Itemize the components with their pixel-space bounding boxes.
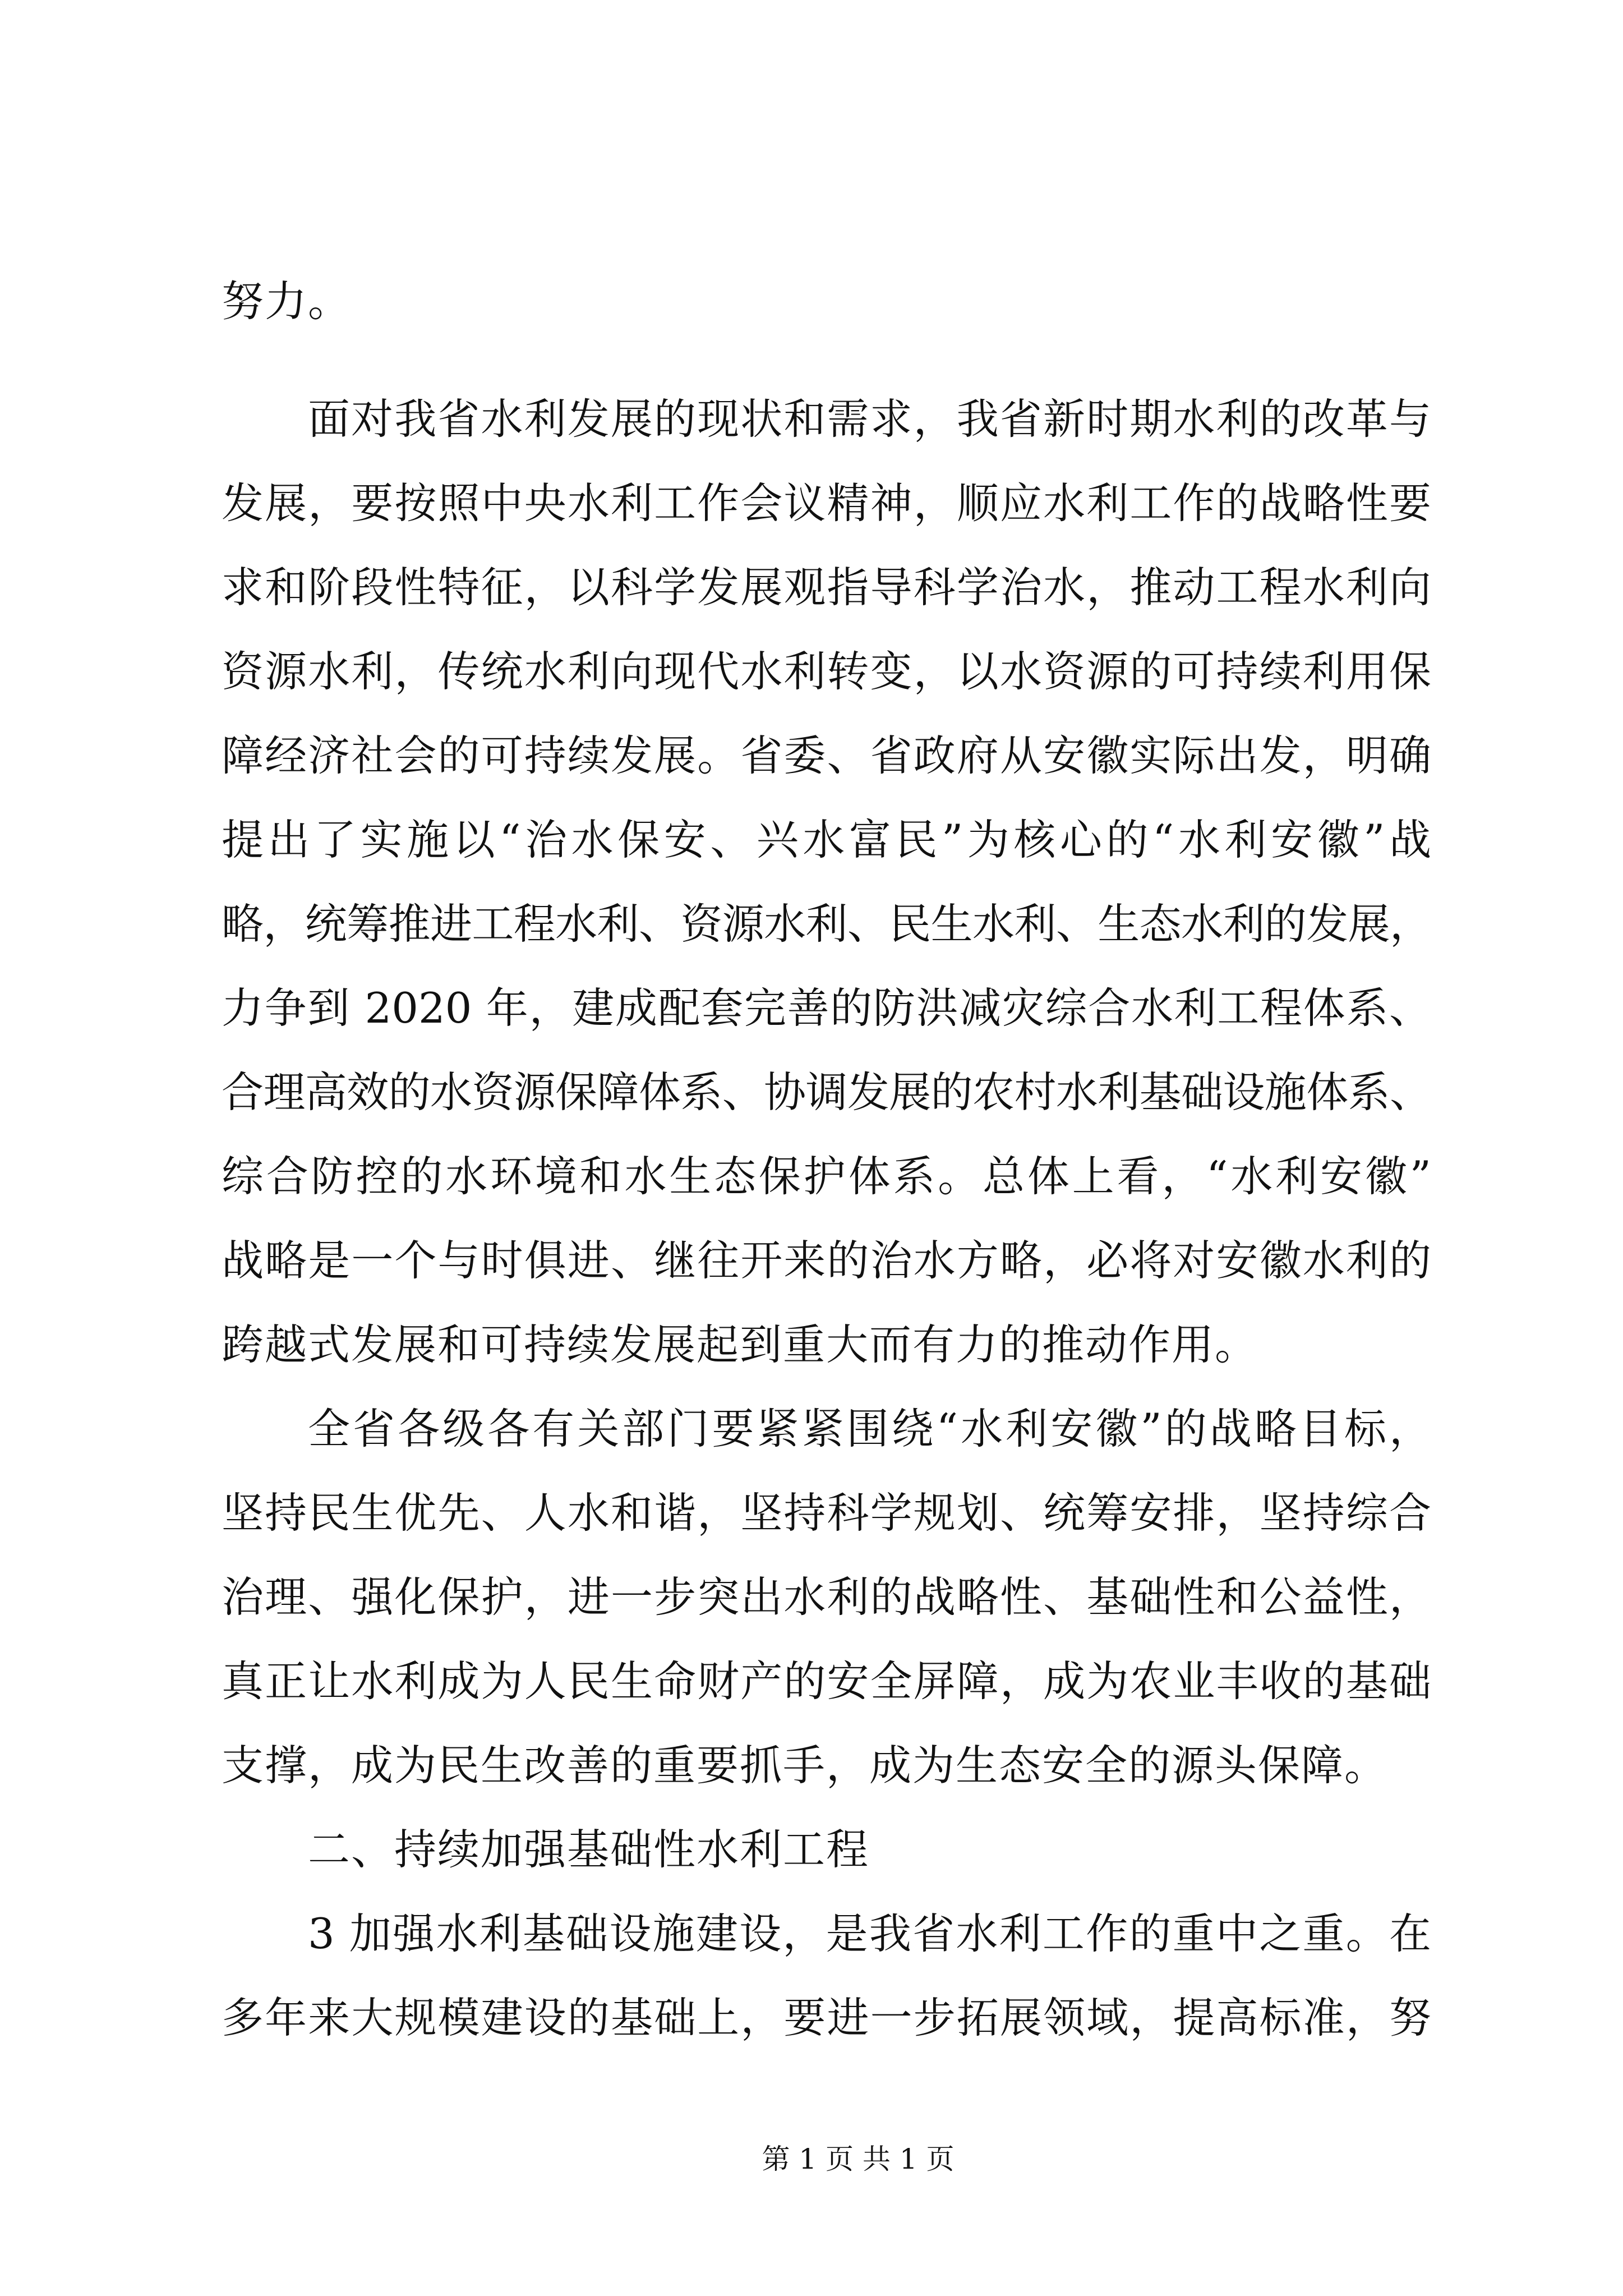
paragraph-line: 全省各级各有关部门要紧紧围绕“水利安徽”的战略目标， [308, 1404, 1431, 1453]
paragraph-line: 跨越式发展和可持续发展起到重大而有力的推动作用。 [222, 1320, 1258, 1369]
paragraph-line: 坚持民生优先、人水和谐，坚持科学规划、统筹安排，坚持综合 [222, 1488, 1431, 1538]
paragraph-line: 综合防控的水环境和水生态保护体系。总体上看，“水利安徽” [222, 1152, 1431, 1201]
document-body [222, 259, 1431, 2060]
paragraph-line: 力争到 2020 年，建成配套完善的防洪减灾综合水利工程体系、 [222, 983, 1431, 1033]
page-footer: 第 1 页 共 1 页 [762, 2143, 955, 2175]
paragraph-line: 资源水利，传统水利向现代水利转变，以水资源的可持续利用保 [222, 647, 1431, 696]
paragraph-line: 提出了实施以“治水保安、兴水富民”为核心的“水利安徽”战 [222, 815, 1431, 864]
paragraph [222, 259, 1431, 343]
section [222, 1807, 1431, 1892]
paragraph-line: 治理、强化保护，进一步突出水利的战略性、基础性和公益性， [222, 1572, 1431, 1622]
paragraph-line: 面对我省水利发展的现状和需求，我省新时期水利的改革与 [308, 394, 1431, 444]
paragraph-line: 障经济社会的可持续发展。省委、省政府从安徽实际出发，明确 [222, 731, 1431, 780]
paragraph-line: 多年来大规模建设的基础上，要进一步拓展领域，提高标准，努 [222, 1993, 1431, 2042]
paragraph [222, 1387, 1431, 1807]
paragraph-line: 发展，要按照中央水利工作会议精神，顺应水利工作的战略性要 [222, 478, 1431, 528]
paragraph-line: 3 加强水利基础设施建设，是我省水利工作的重中之重。在 [308, 1909, 1431, 1958]
paragraph-line: 战略是一个与时俱进、继往开来的治水方略，必将对安徽水利的 [222, 1236, 1431, 1285]
paragraph-line: 合理高效的水资源保障体系、协调发展的农村水利基础设施体系、 [222, 1068, 1431, 1117]
paragraph-line: 支撑，成为民生改善的重要抓手，成为生态安全的源头保障。 [222, 1741, 1388, 1790]
paragraph-line: 努力。 [222, 277, 352, 326]
paragraph [222, 377, 1431, 1387]
paragraph-line: 求和阶段性特征，以科学发展观指导科学治水，推动工程水利向 [222, 563, 1431, 612]
paragraph-line: 略，统筹推进工程水利、资源水利、民生水利、生态水利的发展， [222, 899, 1431, 949]
section-heading: 二、持续加强基础性水利工程 [308, 1825, 870, 1874]
paragraph-line: 真正让水利成为人民生命财产的安全屏障，成为农业丰收的基础 [222, 1657, 1431, 1706]
paragraph [222, 1892, 1431, 2060]
